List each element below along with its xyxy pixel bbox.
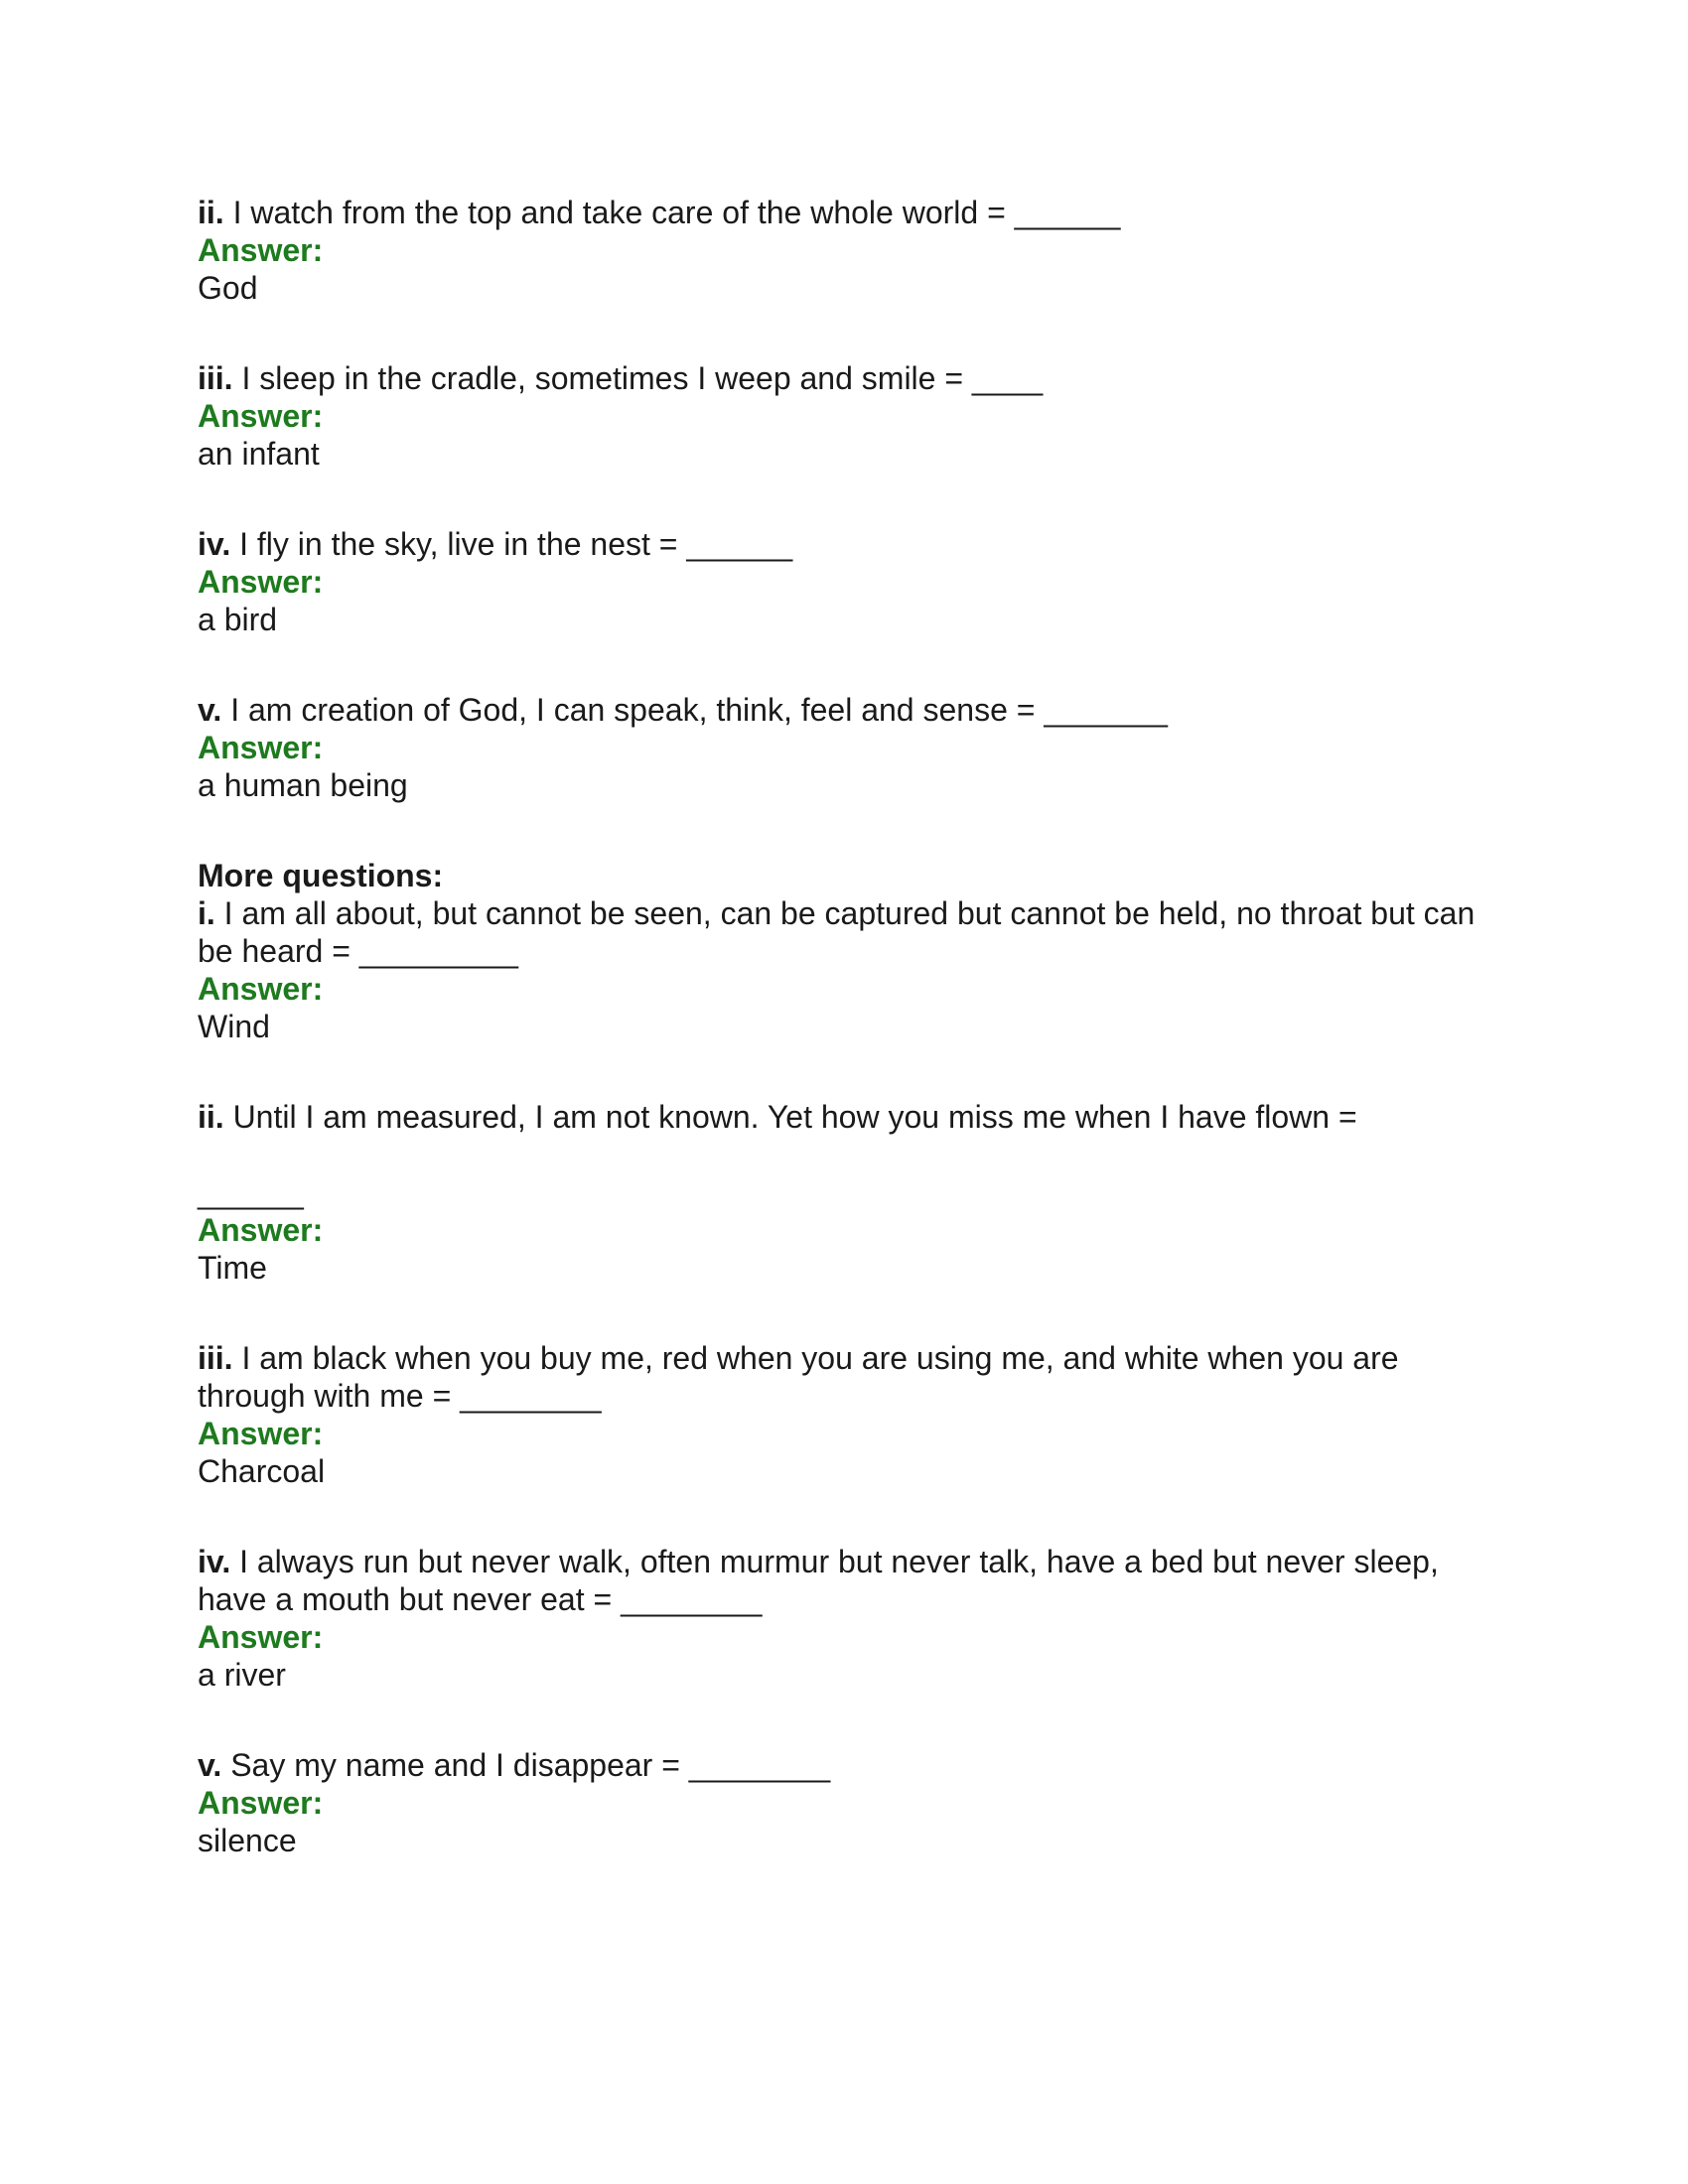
question-body: I am black when you buy me, red when you are using me, and white when you are through with me = ________ [198,1340,1399,1414]
question-body: I sleep in the cradle, sometimes I weep and smile = ____ [241,360,1044,396]
question-number: iv. [198,1544,231,1579]
answer-text: God [198,270,258,306]
answer-label: Answer: [198,1785,324,1821]
answer-text: an infant [198,436,320,472]
question-text [198,1746,1488,1784]
answer-text: Wind [198,1009,270,1044]
answer-label: Answer: [198,398,324,434]
answer-text: silence [198,1823,297,1858]
answer-label: Answer: [198,1619,324,1655]
question-body: I fly in the sky, live in the nest = ______ [239,526,793,562]
question-block [198,894,1488,1045]
question-text [198,894,1488,970]
question-text [198,1098,1488,1136]
question-number: iii. [198,1340,233,1376]
answer-text: a river [198,1657,286,1693]
answer-text: Charcoal [198,1453,326,1489]
question-text [198,359,1488,397]
question-block [198,194,1488,307]
question-body: I am creation of God, I can speak, think, feel and sense = _______ [230,692,1168,728]
question-block [198,691,1488,804]
question-body: I always run but never walk, often murmur but never talk, have a bed but never sleep, have a mouth but never eat = ________ [198,1544,1439,1617]
question-number: ii. [198,195,224,230]
question-block [198,359,1488,473]
question-text [198,691,1488,729]
question-number: v. [198,1747,222,1783]
answer-label: Answer: [198,232,324,268]
question-number: i. [198,895,215,931]
answer-label: Answer: [198,1212,324,1248]
question-block [198,1746,1488,1859]
answer-text: Time [198,1250,267,1286]
more-questions-section [198,857,1488,1859]
question-block [198,1339,1488,1490]
answer-text: a bird [198,602,278,637]
question-body: I am all about, but cannot be seen, can be captured but cannot be held, no throat but can be heard = _________ [198,895,1476,969]
document-page [198,194,1488,1912]
question-text [198,194,1488,231]
question-text [198,1543,1488,1618]
question-number: iii. [198,360,233,396]
answer-text: a human being [198,767,408,803]
question-body: Until I am measured, I am not known. Yet how you miss me when I have flown = [232,1099,1357,1135]
question-body: Say my name and I disappear = ________ [230,1747,831,1783]
question-block [198,525,1488,638]
question-text [198,525,1488,563]
section-title: More questions: [198,858,444,893]
answer-label: Answer: [198,1416,324,1451]
answer-label: Answer: [198,564,324,600]
question-number: v. [198,692,222,728]
question-body: I watch from the top and take care of the whole world = ______ [232,195,1121,230]
question-block [198,1543,1488,1694]
question-text [198,1339,1488,1415]
question-block [198,1098,1488,1287]
answer-label: Answer: [198,971,324,1007]
answer-label: Answer: [198,730,324,765]
question-number: iv. [198,526,231,562]
question-number: ii. [198,1099,224,1135]
question-blank-line: ______ [198,1174,304,1210]
